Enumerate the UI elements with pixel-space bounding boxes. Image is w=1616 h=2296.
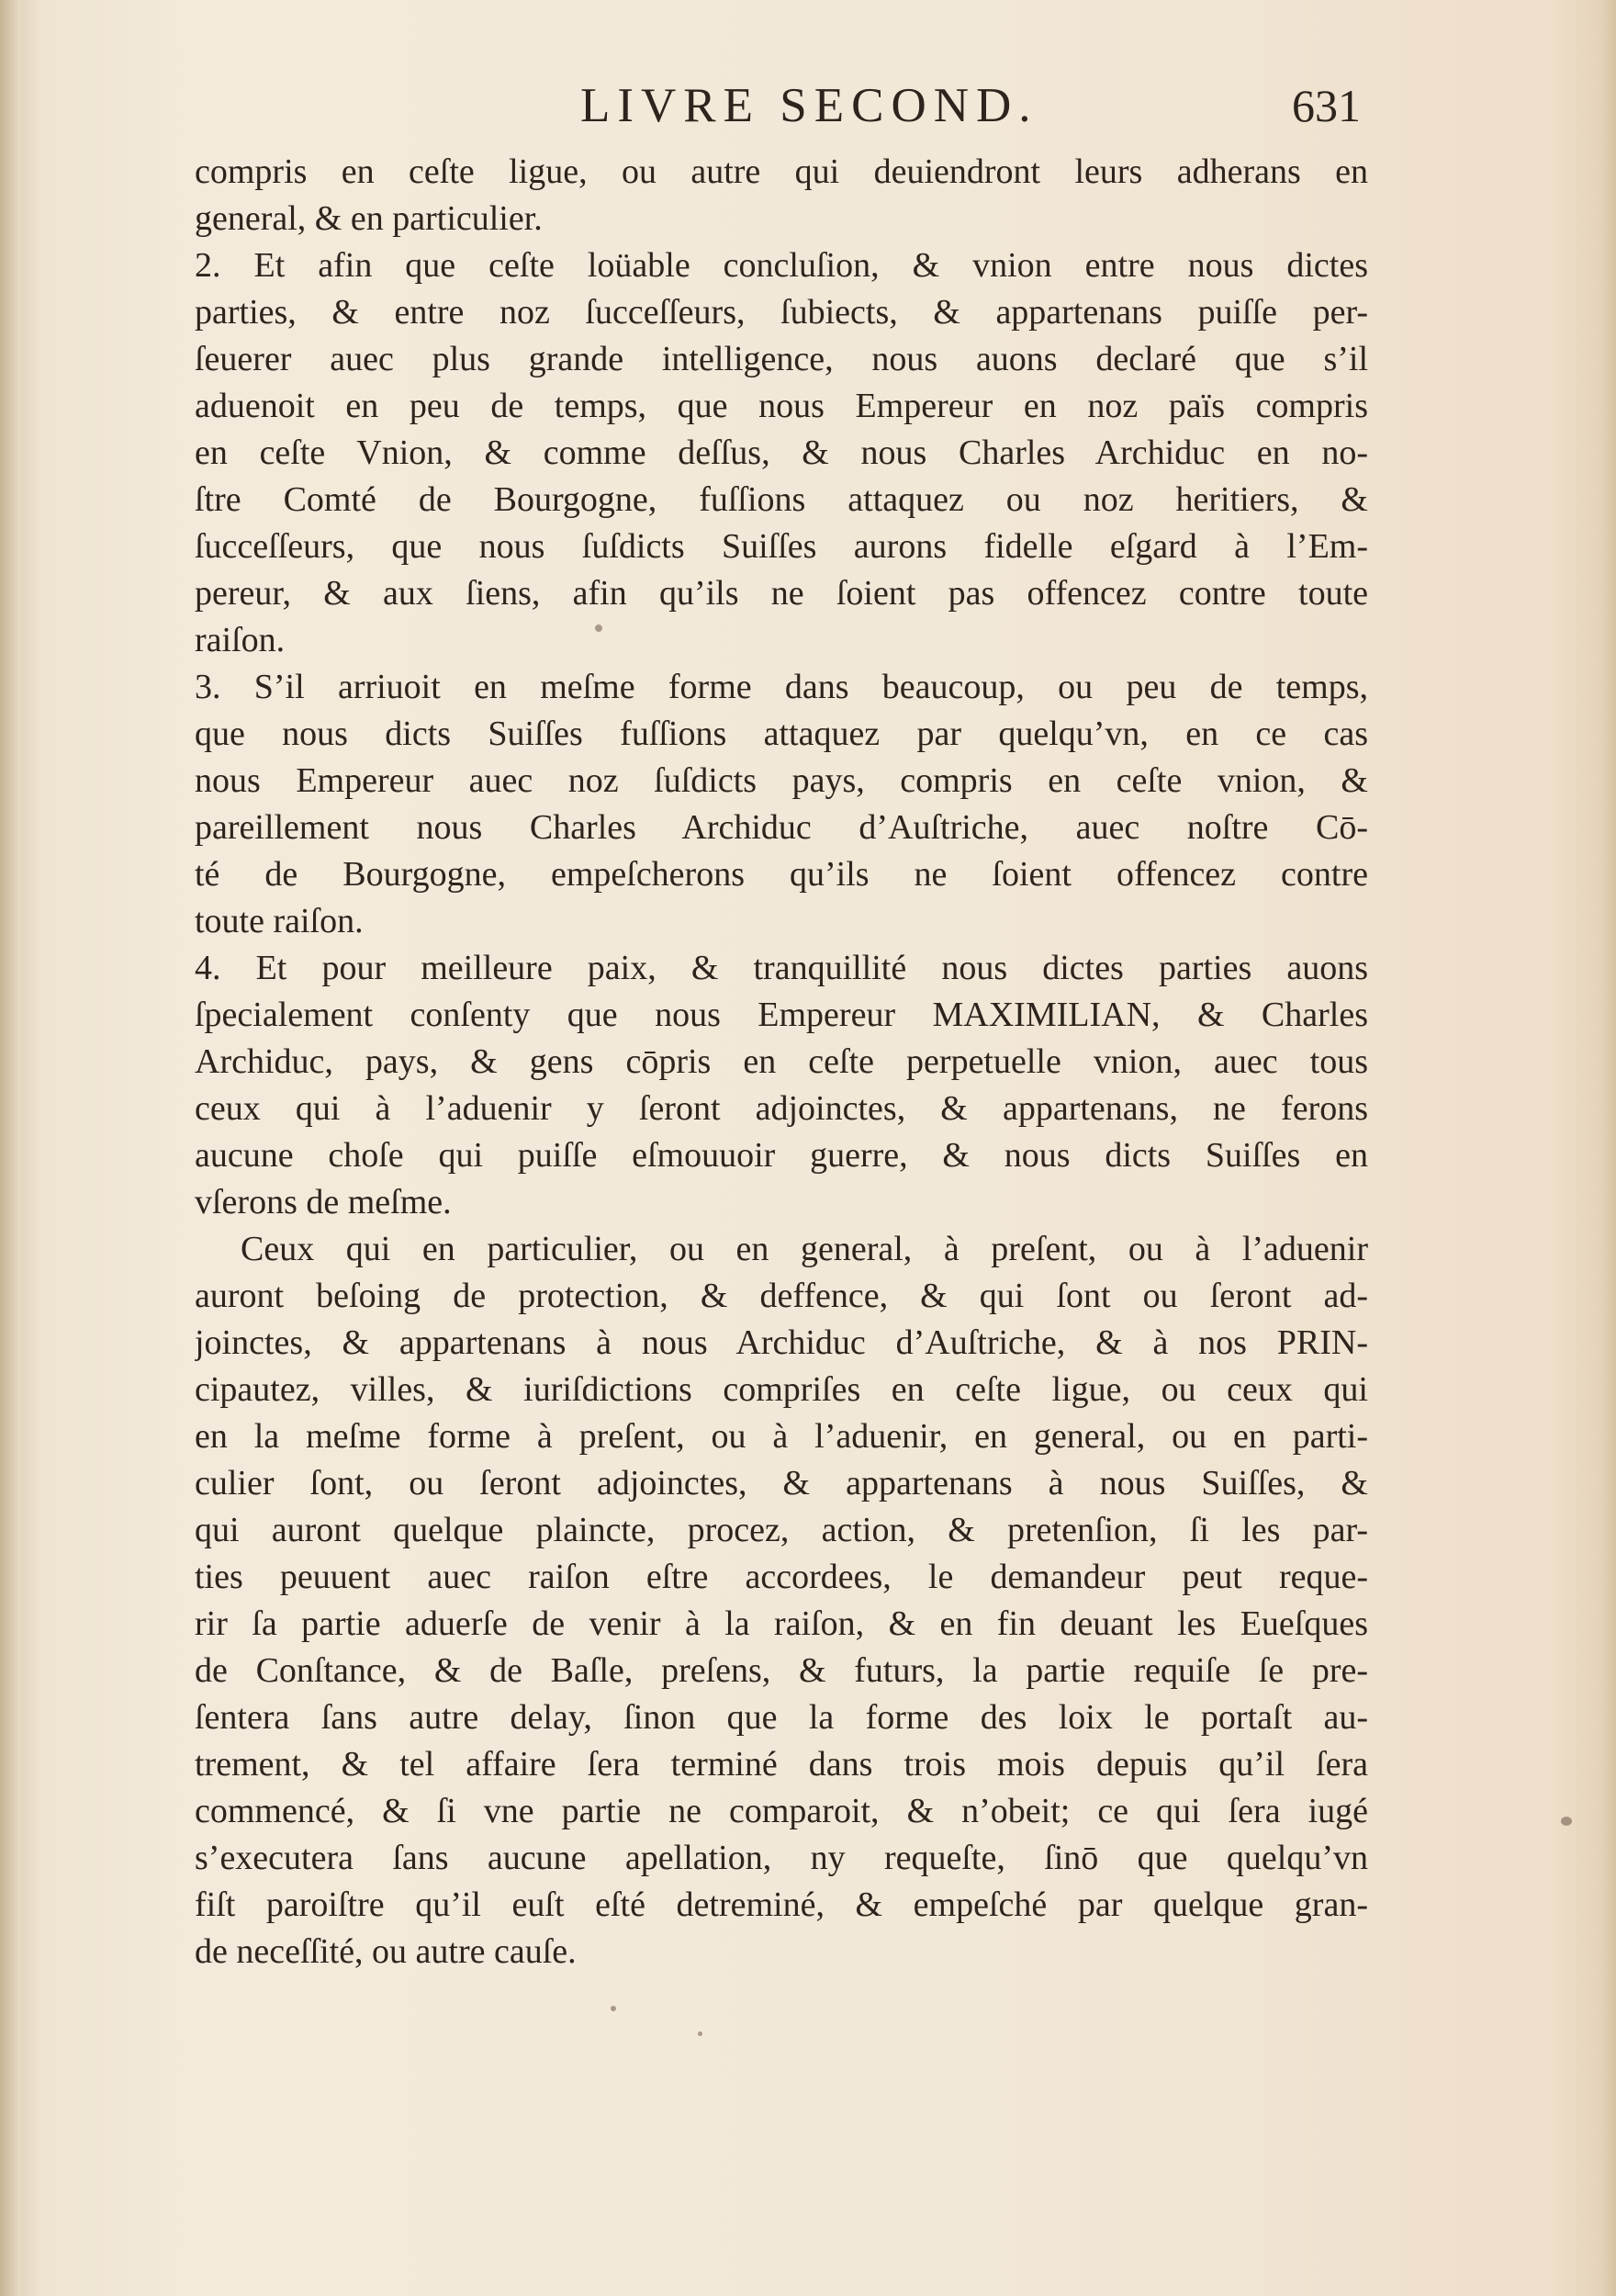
page-gutter-edge (0, 0, 20, 2296)
text-line: cipautez, villes, & iuriſdictions compriſes en ceſte ligue, ou ceux qui (195, 1370, 1368, 1409)
text-line: qui auront quelque plaincte, procez, action, & pretenſion, ſi les par- (195, 1511, 1368, 1549)
text-line: trement, & tel affaire ſera terminé dans trois mois depuis qu’il ſera (195, 1745, 1368, 1784)
text-line: pareillement nous Charles Archiduc d’Auſtriche, auec noſtre Cō- (195, 808, 1368, 847)
text-line: pereur, & aux ſiens, afin qu’ils ne ſoient pas offencez contre toute (195, 574, 1368, 613)
text-line: de Conſtance, & de Baſle, preſens, & futurs, la partie requiſe ſe pre- (195, 1651, 1368, 1690)
text-line: ties peuuent auec raiſon eſtre accordees, le demandeur peut reque- (195, 1558, 1368, 1596)
text-line: parties, & entre noz ſucceſſeurs, ſubiects, & appartenans puiſſe per- (195, 293, 1368, 332)
text-line: vſerons de meſme. (195, 1183, 452, 1221)
text-line: rir ſa partie aduerſe de venir à la raiſon, & en fin deuant les Eueſques (195, 1604, 1368, 1643)
text-line: de neceſſité, ou autre cauſe. (195, 1932, 577, 1971)
running-head: LIVRE SECOND. (580, 79, 1038, 132)
page-edge-shadow (1599, 0, 1616, 2296)
text-line: té de Bourgogne, empeſcherons qu’ils ne ſoient offencez contre (195, 855, 1368, 894)
text-line: toute raiſon. (195, 902, 364, 940)
paper-speck (1561, 1817, 1572, 1826)
text-line: Archiduc, pays, & gens cōpris en ceſte perpetuelle vnion, auec tous (195, 1042, 1368, 1081)
text-line: ceux qui à l’aduenir y ſeront adjoinctes, & appartenans, ne ferons (195, 1089, 1368, 1128)
text-line: ſtre Comté de Bourgogne, fuſſions attaquez ou noz heritiers, & (195, 480, 1368, 519)
text-line: raiſon. (195, 621, 286, 659)
paper-speck (611, 2006, 616, 2011)
text-line: 2. Et afin que ceſte loüable concluſion, & vnion entre nous dictes (195, 246, 1368, 285)
text-line: joinctes, & appartenans à nous Archiduc d’Auſtriche, & à nos PRIN- (195, 1323, 1368, 1362)
text-line: s’executera ſans aucune apellation, ny requeſte, ſinō que quelqu’vn (195, 1839, 1368, 1877)
page-number: 631 (1292, 80, 1361, 131)
paper-speck (595, 625, 602, 632)
text-line: 3. S’il arriuoit en meſme forme dans beaucoup, ou peu de temps, (195, 668, 1368, 706)
text-line: compris en ceſte ligue, ou autre qui deuiendront leurs adherans en (195, 152, 1368, 191)
paper-speck (698, 2032, 702, 2036)
text-line: en ceſte Vnion, & comme deſſus, & nous Charles Archiduc en no- (195, 433, 1368, 472)
text-line: aduenoit en peu de temps, que nous Empereur en noz païs compris (195, 387, 1368, 425)
text-line: commencé, & ſi vne partie ne comparoit, & n’obeit; ce qui ſera iugé (195, 1792, 1368, 1830)
text-line: fiſt paroiſtre qu’il euſt eſté detreminé, & empeſché par quelque gran- (195, 1885, 1368, 1924)
text-line: nous Empereur auec noz ſuſdicts pays, compris en ceſte vnion, & (195, 761, 1368, 800)
text-line: culier ſont, ou ſeront adjoinctes, & appartenans à nous Suiſſes, & (195, 1464, 1368, 1503)
text-line: ſucceſſeurs, que nous ſuſdicts Suiſſes aurons fidelle eſgard à l’Em- (195, 527, 1368, 566)
text-line: auront beſoing de protection, & deffence, & qui ſont ou ſeront ad- (195, 1277, 1368, 1315)
text-line: 4. Et pour meilleure paix, & tranquillité nous dictes parties auons (195, 949, 1368, 987)
page-header (0, 73, 1616, 138)
text-line: ſentera ſans autre delay, ſinon que la forme des loix le portaſt au- (195, 1698, 1368, 1737)
text-line: aucune choſe qui puiſſe eſmouuoir guerre, & nous dicts Suiſſes en (195, 1136, 1368, 1175)
text-line: que nous dicts Suiſſes fuſſions attaquez par quelqu’vn, en ce cas (195, 715, 1368, 753)
text-line: general, & en particulier. (195, 199, 543, 238)
text-line: en la meſme forme à preſent, ou à l’aduenir, en general, ou en parti- (195, 1417, 1368, 1456)
body-text (195, 149, 1368, 1975)
text-line: ſpecialement conſenty que nous Empereur MAXIMILIAN, & Charles (195, 996, 1368, 1034)
text-line: Ceux qui en particulier, ou en general, à preſent, ou à l’aduenir (241, 1230, 1368, 1268)
text-line: ſeuerer auec plus grande intelligence, nous auons declaré que s’il (195, 340, 1368, 378)
